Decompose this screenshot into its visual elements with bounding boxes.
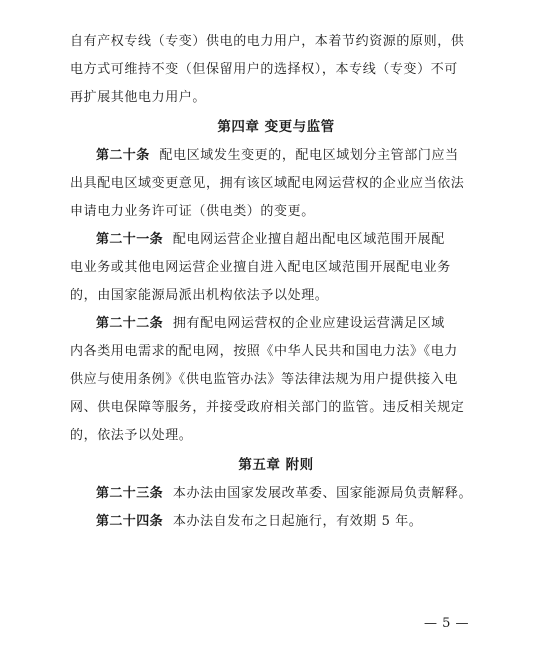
article-23-text: 本办法由国家发展改革委、国家能源局负责解释。 <box>172 486 473 501</box>
article-24-text: 本办法自发布之日起施行，有效期 5 年。 <box>172 514 423 529</box>
chapter-5-title: 第五章 附则 <box>238 457 314 473</box>
article-21-line: 的，由国家能源局派出机构依法予以处理。 <box>70 288 329 303</box>
article-20-line: 申请电力业务许可证（供电类）的变更。 <box>70 204 315 219</box>
article-21-text: 配电网运营企业擅自超出配电区域范围开展配 <box>172 232 445 247</box>
article-20-line: 出具配电区域变更意见，拥有该区域配电网运营权的企业应当依法 <box>70 176 465 191</box>
article-20-number: 第二十条 <box>96 148 150 163</box>
article-24-number: 第二十四条 <box>96 514 164 529</box>
article-22-line: 供应与使用条例》《供电监管办法》等法律法规为用户提供接入电 <box>70 372 458 387</box>
chapter-4-title: 第四章 变更与监管 <box>217 119 335 135</box>
article-22-text: 拥有配电网运营权的企业应建设运营满足区域 <box>172 316 445 331</box>
article-21-number: 第二十一条 <box>96 232 164 247</box>
article-22-line: 的，依法予以处理。 <box>70 428 193 443</box>
article-23-number: 第二十三条 <box>96 486 164 501</box>
paragraph-line: 自有产权专线（专变）供电的电力用户，本着节约资源的原则，供 <box>70 34 465 49</box>
article-21-line <box>70 226 482 254</box>
article-22-line: 网、供电保障等服务，并接受政府相关部门的监管。违反相关规定 <box>70 400 465 415</box>
page-number: — 5 — <box>424 616 470 631</box>
article-22-line <box>70 310 482 338</box>
paragraph-line: 电方式可维持不变（但保留用户的选择权），本专线（专变）不可 <box>70 62 458 77</box>
article-20-text: 配电区域发生变更的，配电区域划分主管部门应当 <box>159 148 459 163</box>
article-23-line <box>70 480 482 508</box>
document-body <box>70 28 482 536</box>
article-21-line: 电业务或其他电网运营企业擅自进入配电区域范围开展配电业务 <box>70 260 451 275</box>
article-22-line: 内各类用电需求的配电网，按照《中华人民共和国电力法》《电力 <box>70 344 458 359</box>
paragraph-line: 再扩展其他电力用户。 <box>70 90 207 105</box>
article-24-line <box>70 508 482 536</box>
article-20-line <box>70 142 482 170</box>
article-22-number: 第二十二条 <box>96 316 164 331</box>
